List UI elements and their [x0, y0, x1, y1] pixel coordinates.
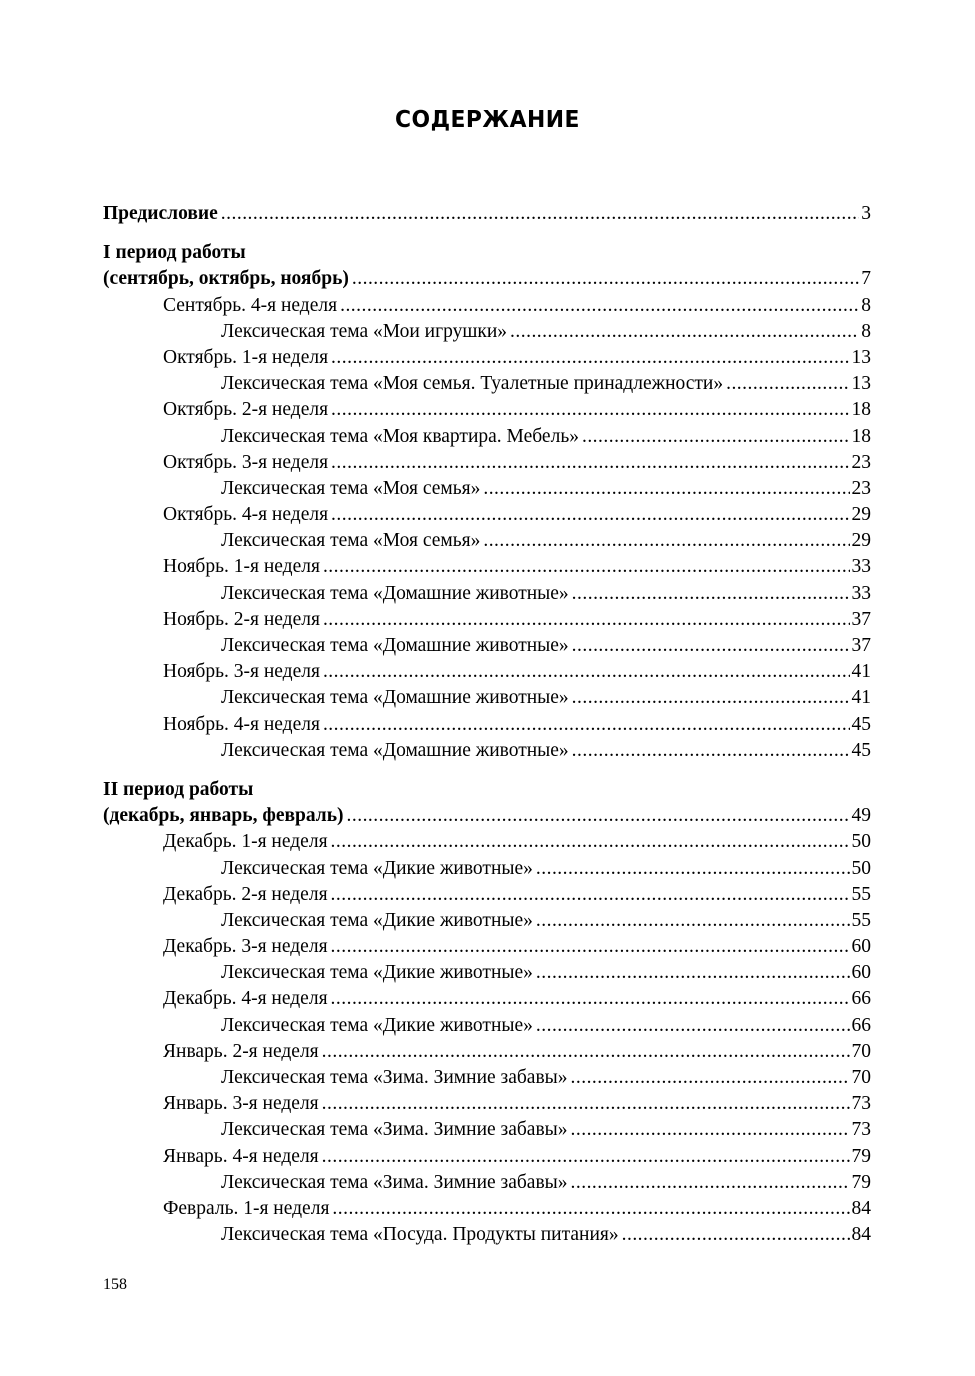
toc-entry-title: Лексическая тема «Моя квартира. Мебель»: [221, 425, 579, 447]
toc-entry-page: 37: [851, 608, 871, 630]
toc-entry-title: Декабрь. 4-я неделя: [163, 988, 328, 1010]
toc-leader-dots: [331, 882, 850, 908]
toc-topic[interactable]: [103, 371, 871, 397]
toc-entry-title: (сентябрь, октябрь, ноябрь): [103, 268, 349, 290]
toc-entry-title: Декабрь. 1-я неделя: [163, 831, 328, 853]
toc-leader-dots: [331, 345, 849, 371]
toc-entry-title: Лексическая тема «Зима. Зимние забавы»: [221, 1171, 568, 1193]
toc-entry-title: I период работы: [103, 242, 246, 264]
toc-topic[interactable]: [103, 424, 871, 450]
toc-topic[interactable]: [103, 908, 871, 934]
toc-entry-page: 41: [851, 687, 871, 709]
toc-entry-title: Лексическая тема «Домашние животные»: [221, 687, 569, 709]
toc-entry-title: Январь. 2-я неделя: [163, 1040, 319, 1062]
toc-leader-dots: [331, 829, 850, 855]
toc-leader-dots: [510, 319, 859, 345]
toc-entry-title: Лексическая тема «Мои игрушки»: [221, 320, 508, 342]
toc-week[interactable]: [103, 829, 871, 855]
toc-leader-dots: [323, 659, 850, 685]
toc-topic[interactable]: [103, 581, 871, 607]
toc-entry-title: (декабрь, январь, февраль): [103, 805, 344, 827]
toc-entry-page: 41: [851, 661, 871, 683]
toc-entry-page: 7: [861, 268, 871, 290]
toc-week[interactable]: [103, 712, 871, 738]
toc-entry-title: Декабрь. 3-я неделя: [163, 936, 328, 958]
toc-topic[interactable]: [103, 1117, 871, 1143]
toc-leader-dots: [331, 934, 850, 960]
toc-entry-title: Лексическая тема «Домашние животные»: [221, 582, 569, 604]
toc-entry-page: 79: [851, 1145, 871, 1167]
toc-leader-dots: [572, 685, 850, 711]
toc-week[interactable]: [103, 554, 871, 580]
toc-topic[interactable]: [103, 319, 871, 345]
toc-section[interactable]: [103, 266, 871, 292]
page-title: СОДЕРЖАНИЕ: [395, 107, 580, 134]
toc-week[interactable]: [103, 882, 871, 908]
toc-week[interactable]: [103, 1144, 871, 1170]
toc-entry-title: Лексическая тема «Домашние животные»: [221, 739, 569, 761]
toc-topic[interactable]: [103, 1013, 871, 1039]
toc-week[interactable]: [103, 934, 871, 960]
toc-leader-dots: [352, 266, 859, 292]
toc-entry-title: Октябрь. 3-я неделя: [163, 451, 329, 473]
toc-entry-page: 70: [851, 1040, 871, 1062]
toc-week[interactable]: [103, 607, 871, 633]
toc-entry-title: Ноябрь. 4-я неделя: [163, 713, 320, 735]
toc-topic[interactable]: [103, 476, 871, 502]
toc-leader-dots: [726, 371, 849, 397]
toc-entry-title: Лексическая тема «Дикие животные»: [221, 962, 533, 984]
toc-week[interactable]: [103, 502, 871, 528]
toc-entry-page: 49: [851, 805, 871, 827]
toc-week[interactable]: [103, 293, 871, 319]
toc-leader-dots: [323, 554, 850, 580]
toc-leader-dots: [331, 450, 849, 476]
toc-topic[interactable]: [103, 633, 871, 659]
toc-entry-page: 50: [851, 831, 871, 853]
toc-entry-title: II период работы: [103, 778, 254, 800]
toc-entry-title: Ноябрь. 3-я неделя: [163, 661, 320, 683]
page-number: 158: [103, 1276, 127, 1293]
toc-entry-page: 33: [851, 556, 871, 578]
toc-entry-title: Декабрь. 2-я неделя: [163, 883, 328, 905]
toc-leader-dots: [536, 960, 850, 986]
toc-entry-title: Лексическая тема «Моя семья. Туалетные принадлежности»: [221, 373, 724, 395]
toc-section[interactable]: [103, 240, 871, 266]
toc-leader-dots: [536, 856, 850, 882]
toc-week[interactable]: [103, 397, 871, 423]
toc-entry-page: 66: [851, 988, 871, 1010]
toc-week[interactable]: [103, 1196, 871, 1222]
toc-entry-title: Январь. 3-я неделя: [163, 1093, 319, 1115]
toc-entry-title: Лексическая тема «Дикие животные»: [221, 1014, 533, 1036]
toc-leader-dots: [331, 986, 850, 1012]
toc-entry-page: 37: [851, 635, 871, 656]
toc-entry-page: 18: [851, 399, 871, 421]
toc-leader-dots: [331, 502, 849, 528]
table-of-contents: [103, 201, 871, 1248]
toc-leader-dots: [322, 1144, 850, 1170]
toc-leader-dots: [571, 1170, 850, 1196]
toc-leader-dots: [582, 424, 850, 450]
toc-section[interactable]: [103, 803, 871, 829]
toc-leader-dots: [536, 908, 850, 934]
toc-leader-dots: [347, 803, 850, 829]
toc-topic[interactable]: [103, 685, 871, 711]
toc-leader-dots: [483, 528, 849, 554]
toc-entry-page: 84: [851, 1197, 871, 1219]
toc-entry-title: Лексическая тема «Дикие животные»: [221, 909, 533, 931]
toc-topic[interactable]: [103, 856, 871, 882]
toc-entry-title: Лексическая тема «Зима. Зимние забавы»: [221, 1119, 568, 1141]
toc-entry-page: 8: [861, 320, 871, 342]
toc-entry-title: Лексическая тема «Посуда. Продукты питания»: [221, 1224, 619, 1246]
toc-entry-title: Ноябрь. 1-я неделя: [163, 556, 320, 578]
toc-entry-page: 13: [851, 373, 871, 395]
toc-entry-page: 60: [851, 936, 871, 958]
toc-week[interactable]: [103, 450, 871, 476]
toc-entry-page: 55: [851, 883, 871, 905]
toc-leader-dots: [322, 1091, 850, 1117]
toc-entry-page: 45: [851, 713, 871, 735]
toc-topic[interactable]: [103, 1222, 871, 1248]
toc-leader-dots: [571, 1065, 850, 1091]
toc-entry-page: 33: [851, 582, 871, 604]
toc-week[interactable]: [103, 659, 871, 685]
toc-entry-page: 3: [861, 203, 871, 224]
toc-topic[interactable]: [103, 528, 871, 554]
toc-entry-page: 45: [851, 739, 871, 761]
toc-leader-dots: [331, 397, 849, 423]
toc-entry-page: 23: [851, 477, 871, 499]
toc-leader-dots: [221, 201, 859, 227]
toc-topic[interactable]: [103, 1170, 871, 1196]
toc-entry-page: 50: [851, 857, 871, 879]
toc-entry-title: Февраль. 1-я неделя: [163, 1197, 330, 1219]
toc-leader-dots: [323, 712, 850, 738]
toc-leader-dots: [483, 476, 849, 502]
toc-entry-page: 8: [861, 294, 871, 316]
toc-week[interactable]: [103, 1091, 871, 1117]
toc-leader-dots: [572, 633, 850, 659]
toc-leader-dots: [571, 1117, 850, 1143]
toc-leader-dots: [622, 1222, 850, 1248]
toc-week[interactable]: [103, 986, 871, 1012]
toc-leader-dots: [332, 1196, 849, 1222]
toc-week[interactable]: [103, 1039, 871, 1065]
toc-entry-title: Ноябрь. 2-я неделя: [163, 608, 320, 630]
toc-entry-title: Октябрь. 4-я неделя: [163, 504, 329, 526]
toc-leader-dots: [572, 738, 850, 764]
toc-entry-page: 29: [851, 504, 871, 526]
toc-entry-page: 73: [851, 1119, 871, 1141]
toc-entry-page: 55: [851, 909, 871, 931]
toc-section[interactable]: [103, 777, 871, 803]
toc-entry-page: 29: [851, 530, 871, 552]
toc-leader-dots: [322, 1039, 850, 1065]
toc-leader-dots: [572, 581, 850, 607]
toc-leader-dots: [340, 293, 859, 319]
toc-entry-title: Лексическая тема «Зима. Зимние забавы»: [221, 1067, 568, 1088]
toc-entry-page: 70: [851, 1067, 871, 1088]
toc-entry-title: Октябрь. 2-я неделя: [163, 399, 329, 421]
toc-entry-page: 66: [851, 1014, 871, 1036]
toc-entry-title: Сентябрь. 4-я неделя: [163, 294, 338, 316]
toc-entry-title: Лексическая тема «Моя семья»: [221, 530, 481, 552]
toc-topic[interactable]: [103, 1065, 871, 1091]
toc-entry-title: Январь. 4-я неделя: [163, 1145, 319, 1167]
toc-entry-page: 84: [851, 1224, 871, 1246]
toc-entry-page: 23: [851, 451, 871, 473]
toc-entry-page: 79: [851, 1171, 871, 1193]
toc-entry-title: Октябрь. 1-я неделя: [163, 346, 329, 368]
toc-entry-page: 60: [851, 962, 871, 984]
toc-entry-title: Лексическая тема «Дикие животные»: [221, 857, 533, 879]
toc-entry-page: 13: [851, 346, 871, 368]
toc-entry-page: 18: [851, 425, 871, 447]
toc-topic[interactable]: [103, 960, 871, 986]
toc-entry-title: Лексическая тема «Моя семья»: [221, 477, 481, 499]
toc-week[interactable]: [103, 345, 871, 371]
toc-leader-dots: [536, 1013, 850, 1039]
toc-topic[interactable]: [103, 738, 871, 764]
toc-entry-title: Лексическая тема «Домашние животные»: [221, 635, 569, 656]
toc-entry-title: Предисловие: [103, 203, 218, 224]
toc-entry-page: 73: [851, 1093, 871, 1115]
toc-leader-dots: [323, 607, 850, 633]
toc-section[interactable]: [103, 201, 871, 227]
